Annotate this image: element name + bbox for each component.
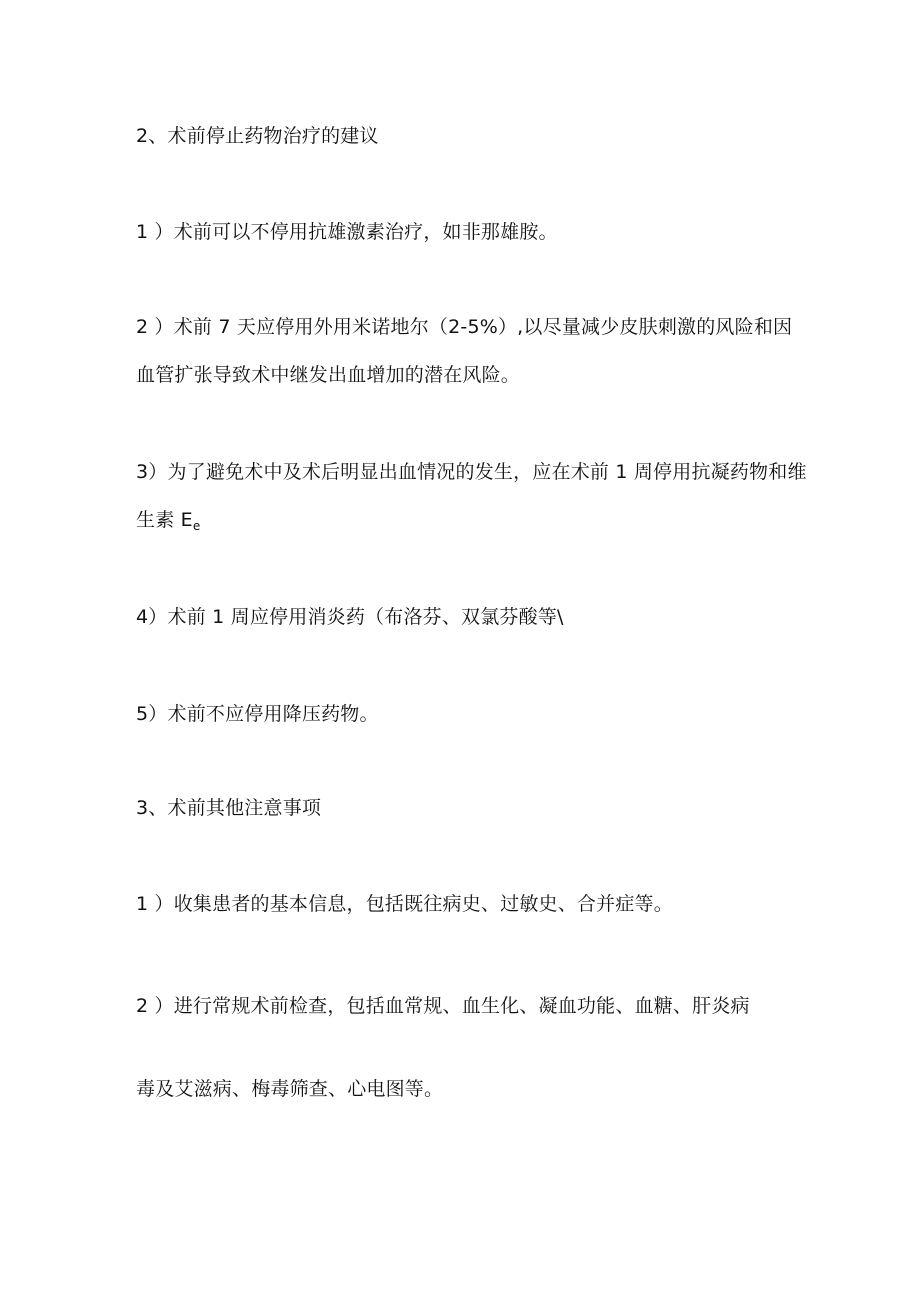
section-2-item-1: 1 ）术前可以不停用抗雄激素治疗，如非那雄胺。 [136, 221, 558, 243]
section-3-item-2-line-2: 毒及艾滋病、梅毒筛查、心电图等。 [136, 1078, 444, 1100]
section-2-item-2-line-1: 2 ）术前 7 天应停用外用米诺地尔（2-5%）,以尽量减少皮肤刺激的风险和因 [136, 316, 793, 338]
section-2-item-3-subscript: e [192, 519, 201, 533]
section-2-item-3-line-1: 3）为了避免术中及术后明显出血情况的发生，应在术前 1 周停用抗凝药物和维 [136, 461, 807, 483]
section-3-heading: 3、术前其他注意事项 [136, 797, 322, 819]
section-2-item-5: 5）术前不应停用降压药物。 [136, 703, 379, 725]
section-2-item-3-line-2 [136, 508, 200, 538]
section-2-item-2-line-2: 血管扩张导致术中继发出血增加的潜在风险。 [136, 364, 521, 386]
section-2-heading: 2、术前停止药物治疗的建议 [136, 125, 379, 147]
section-3-item-2-line-1: 2 ）进行常规术前检查，包括血常规、血生化、凝血功能、血糖、肝炎病 [136, 995, 750, 1017]
section-2-item-4: 4）术前 1 周应停用消炎药（布洛芬、双氯芬酸等\ [136, 606, 564, 628]
section-2-item-3-line-2-text: 生素 E [136, 509, 193, 531]
section-3-item-1: 1 ）收集患者的基本信息，包括既往病史、过敏史、合并症等。 [136, 893, 673, 915]
